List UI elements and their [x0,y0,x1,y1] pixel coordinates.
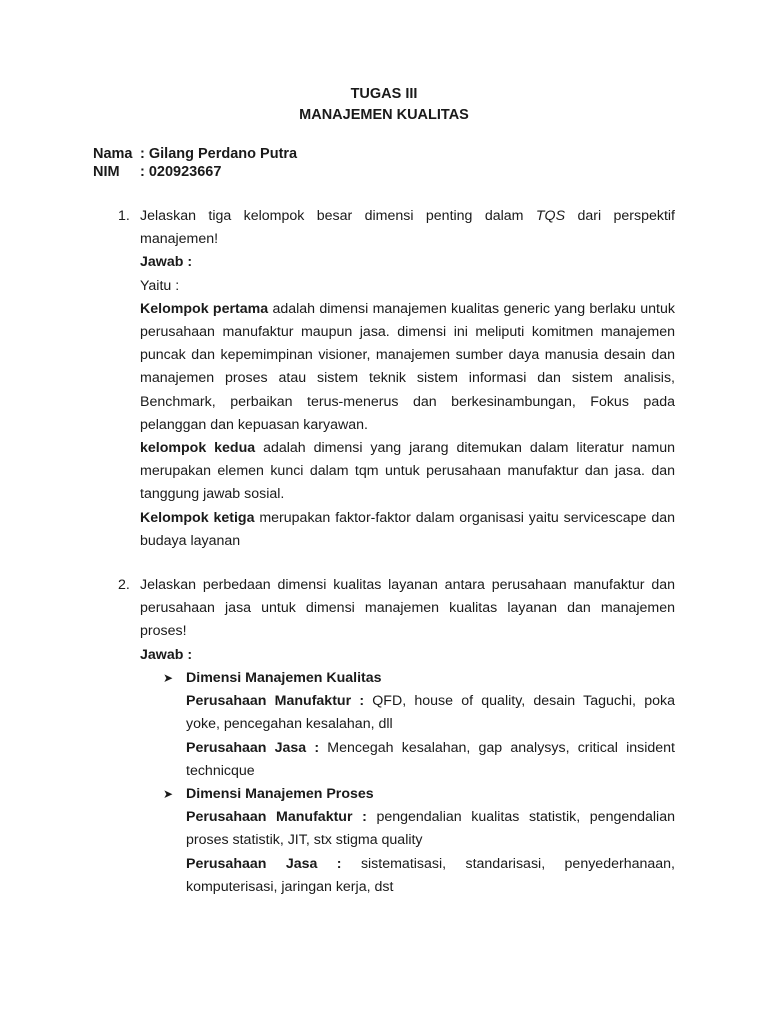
document-subtitle: MANAJEMEN KUALITAS [299,107,469,123]
paragraph-kelompok-pertama-line-5: Benchmark, perbaikan terus-menerus dan berkesinambungan, Fokus pada [140,393,675,410]
nim-label: NIM [93,164,120,180]
answer-1-label: Jawab : [140,254,193,271]
jasa-entry: Perusahaan Jasa : sistematisasi, standarisasi, penyederhanaan, [186,855,675,872]
document-title: TUGAS III [350,86,418,102]
paragraph-kelompok-pertama-line-2: perusahaan manufaktur maupun jasa. dimensi ini meliputi komitmen manajemen [140,324,675,341]
section-heading: ➤ Dimensi Manajemen Kualitas [163,667,675,690]
question-1 [140,205,675,553]
student-name [93,146,297,162]
section-dimensi-manajemen-proses [163,783,675,899]
paragraph-kelompok-kedua-line-2: merupakan elemen kunci dalam tqm untuk perusahaan manufaktur dan jasa. dan [140,463,675,480]
manufaktur-entry: Perusahaan Manufaktur : QFD, house of quality, desain Taguchi, poka [186,693,675,710]
question-1-line-1: Jelaskan tiga kelompok besar dimensi penting dalam TQS dari perspektif [140,208,675,224]
question-2-line-2: perusahaan jasa untuk dimensi manajemen kualitas layanan dan manajemen [140,600,675,617]
jasa-entry-line-2: technicque [186,762,255,779]
paragraph-kelompok-pertama-line-4: manajemen proses atau sistem teknik sistem informasi dan sistem analisis, [140,370,675,387]
question-2-line-3: proses! [140,623,187,640]
paragraph-kelompok-pertama-line-3: puncak dan kepemimpinan visioner, manajemen sumber daya manusia desain dan [140,347,675,364]
name-label: Nama [93,146,133,162]
question-1-line-2: manajemen! [140,231,219,248]
arrowhead-bullet-icon: ➤ [163,787,174,801]
paragraph-kelompok-ketiga-line-2: budaya layanan [140,532,241,549]
question-2 [140,574,675,667]
arrowhead-bullet-icon: ➤ [163,671,174,685]
question-2-line-1: Jelaskan perbedaan dimensi kualitas layanan antara perusahaan manufaktur dan [140,577,675,593]
paragraph-kelompok-pertama-line-6: pelanggan dan kepuasan karyawan. [140,416,368,433]
paragraph-kelompok-kedua-line-3: tanggung jawab sosial. [140,486,285,503]
student-nim [93,164,221,180]
answer-2-label: Jawab : [140,646,193,663]
jasa-entry: Perusahaan Jasa : Mencegah kesalahan, gap analysys, critical insident [186,739,675,756]
question-1-number: 1. [118,208,130,224]
manufaktur-entry-line-2: yoke, pencegahan kesalahan, dll [186,716,393,733]
manufaktur-entry: Perusahaan Manufaktur : pengendalian kualitas statistik, pengendalian [186,809,675,826]
paragraph-kelompok-kedua: kelompok kedua adalah dimensi yang jarang ditemukan dalam literatur namun [140,440,675,457]
paragraph-kelompok-ketiga: Kelompok ketiga merupakan faktor-faktor dalam organisasi yaitu servicescape dan [140,509,675,526]
section-dimensi-manajemen-kualitas [163,667,675,783]
name-value: : Gilang Perdano Putra [140,146,298,162]
paragraph-kelompok-pertama: Kelompok pertama adalah dimensi manajemen kualitas generic yang berlaku untuk [140,300,675,317]
manufaktur-entry-line-2: proses statistik, JIT, stx stigma quality [186,832,423,849]
section-heading: ➤ Dimensi Manajemen Proses [163,783,675,806]
question-2-number: 2. [118,577,130,593]
answer-1-intro: Yaitu : [140,277,180,294]
nim-value: : 020923667 [140,164,222,180]
jasa-entry-line-2: komputerisasi, jaringan kerja, dst [186,878,394,895]
